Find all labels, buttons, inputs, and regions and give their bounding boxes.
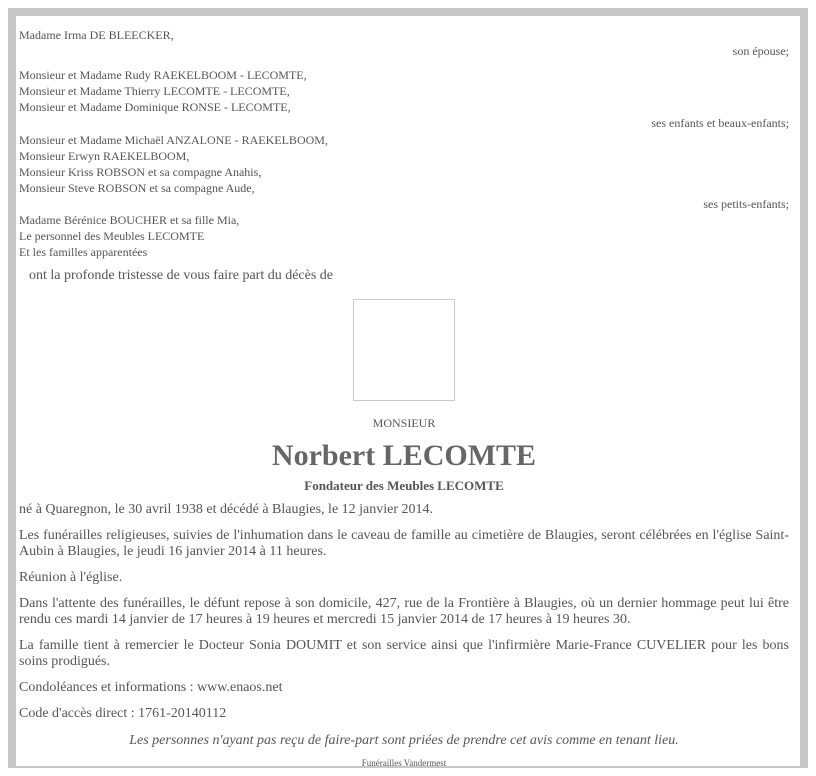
grandchild-line: Monsieur Steve ROBSON et sa compagne Aude, <box>19 181 255 195</box>
funeral-home: Funérailles Vandermest <box>361 758 447 768</box>
child-line: Monsieur et Madame Thierry LECOMTE - LECOMTE, <box>19 84 290 98</box>
grandchild-line: Monsieur Erwyn RAEKELBOOM, <box>19 149 190 163</box>
condolences-paragraph: Condoléances et informations : www.enaos.net <box>19 680 283 695</box>
access-code-paragraph: Code d'accès direct : 1761-20140112 <box>19 706 227 721</box>
viewing-paragraph: Dans l'attente des funérailles, le défunt repose à son domicile, 427, rue de la Frontière à Blaugies, où un dernier hommage peut lui être rendu ces mardi 14 janvier de 17 heures à 19 heures et mercredi 15 janvier 2014 de 17 heures à 19 heures 30. <box>19 596 789 627</box>
death-notice <box>16 16 800 766</box>
deceased-title: MONSIEUR <box>372 416 436 430</box>
deceased-name: Norbert LECOMTE <box>271 439 537 472</box>
thanks-paragraph: La famille tient à remercier le Docteur Sonia DOUMIT et son service ainsi que l'infirmière Marie-France CUVELIER pour les bons soins prodigués. <box>19 638 789 669</box>
funeral-paragraph: Les funérailles religieuses, suivies de l'inhumation dans le caveau de famille au cimetière de Blaugies, seront célébrées en l'église Saint-Aubin à Blaugies, le jeudi 16 janvier 2014 à 11 heures. <box>19 528 789 559</box>
deceased-subtitle: Fondateur des Meubles LECOMTE <box>304 478 504 493</box>
photo-container <box>19 299 789 406</box>
wife-role: son épouse; <box>732 44 789 58</box>
notice-content <box>19 27 789 769</box>
wife-name: Madame Irma DE BLEECKER, <box>19 28 174 42</box>
grandchild-line: Monsieur et Madame Michaël ANZALONE - RAEKELBOOM, <box>19 133 328 147</box>
grandchildren-role: ses petits-enfants; <box>703 197 789 211</box>
child-line: Monsieur et Madame Rudy RAEKELBOOM - LECOMTE, <box>19 68 307 82</box>
child-line: Monsieur et Madame Dominique RONSE - LECOMTE, <box>19 100 291 114</box>
meeting-paragraph: Réunion à l'église. <box>19 570 123 585</box>
other-line: Et les familles apparentées <box>19 245 148 259</box>
children-role: ses enfants et beaux-enfants; <box>651 116 789 130</box>
closing-note: Les personnes n'ayant pas reçu de faire-part sont priées de prendre cet avis comme en tenant lieu. <box>129 733 679 748</box>
other-line: Le personnel des Meubles LECOMTE <box>19 229 205 243</box>
grandchild-line: Monsieur Kriss ROBSON et sa compagne Anahis, <box>19 165 262 179</box>
intro-text: ont la profonde tristesse de vous faire part du décès de <box>29 268 334 283</box>
other-line: Madame Bérénice BOUCHER et sa fille Mia, <box>19 213 240 227</box>
deceased-photo-placeholder <box>353 299 455 401</box>
birth-death-paragraph: né à Quaregnon, le 30 avril 1938 et décédé à Blaugies, le 12 janvier 2014. <box>19 502 434 517</box>
